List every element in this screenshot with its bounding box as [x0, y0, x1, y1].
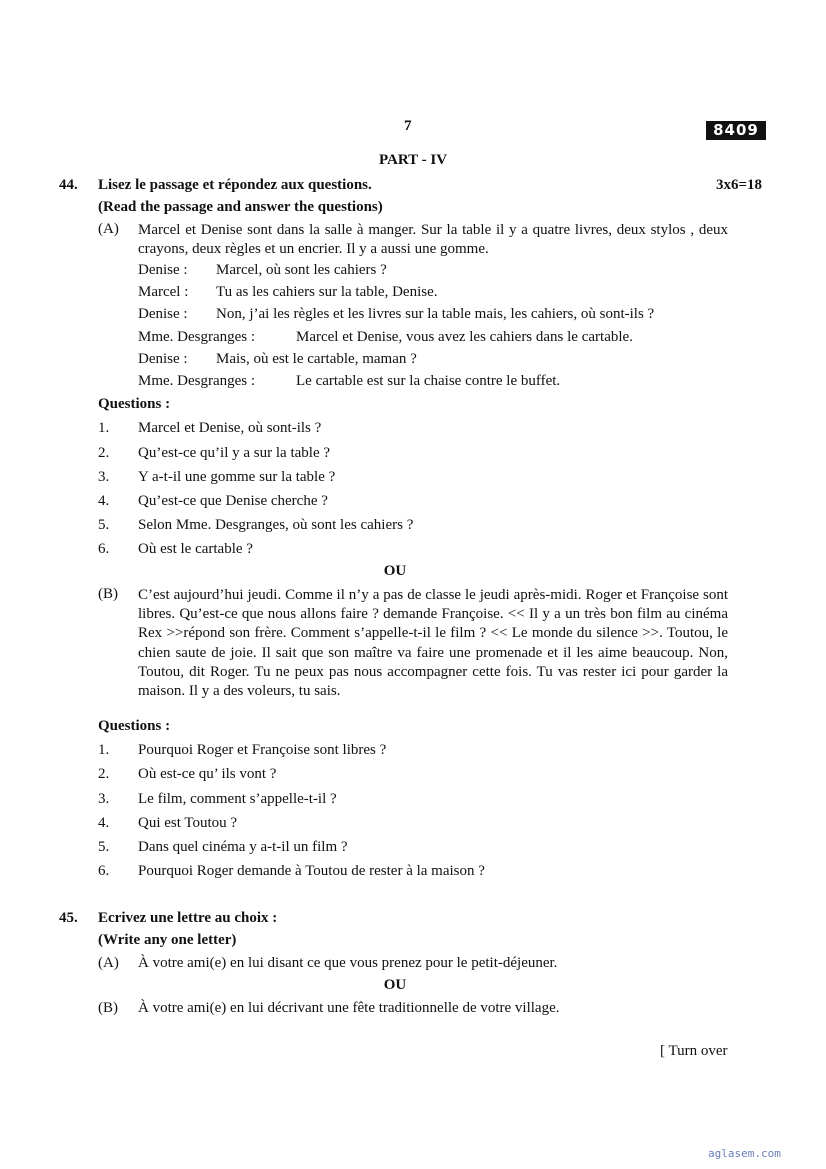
dialogue-line: Tu as les cahiers sur la table, Denise.: [216, 284, 438, 300]
dialogue-line: Non, j’ai les règles et les livres sur la table mais, les cahiers, où sont-ils ?: [216, 306, 655, 322]
or-separator: OU: [383, 977, 407, 993]
question-item-number: 5.: [98, 517, 110, 533]
question-item-number: 2.: [98, 766, 110, 782]
question-item: Qui est Toutou ?: [138, 815, 238, 831]
letter-option-b: À votre ami(e) en lui décrivant une fête traditionnelle de votre village.: [138, 1000, 560, 1016]
option-label: (B): [98, 586, 118, 602]
question-item: Selon Mme. Desgranges, où sont les cahiers ?: [138, 517, 414, 533]
dialogue-line: Le cartable est sur la chaise contre le buffet.: [296, 373, 561, 389]
marks: 3x6=18: [716, 177, 763, 193]
question-item: Marcel et Denise, où sont-ils ?: [138, 420, 322, 436]
question-item-number: 5.: [98, 839, 110, 855]
watermark: aglasem.com: [708, 1147, 781, 1160]
dialogue-line: Mais, où est le cartable, maman ?: [216, 351, 417, 367]
dialogue-speaker: Denise :: [138, 306, 188, 322]
question-item-number: 6.: [98, 863, 110, 879]
dialogue-line: Marcel, où sont les cahiers ?: [216, 262, 387, 278]
question-number: 45.: [59, 910, 78, 926]
question-item-number: 1.: [98, 420, 110, 436]
dialogue-speaker: Mme. Desgranges :: [138, 373, 256, 389]
questions-label: Questions :: [98, 718, 171, 734]
question-item: Dans quel cinéma y a-t-il un film ?: [138, 839, 348, 855]
question-item: Qu’est-ce qu’il y a sur la table ?: [138, 445, 331, 461]
questions-label: Questions :: [98, 396, 171, 412]
option-label: (A): [98, 221, 119, 237]
turn-over: [ Turn over: [660, 1043, 728, 1059]
option-label: (B): [98, 1000, 118, 1016]
option-label: (A): [98, 955, 119, 971]
part-heading: PART - IV: [378, 152, 448, 168]
question-item-number: 6.: [98, 541, 110, 557]
question-item-number: 1.: [98, 742, 110, 758]
question-item: Où est-ce qu’ ils vont ?: [138, 766, 277, 782]
passage-a: Marcel et Denise sont dans la salle à manger. Sur la table il y a quatre livres, deux stylos , deux crayons, deux règles et un encrier. Il y a aussi une gomme.: [138, 222, 728, 258]
question-subtitle: (Read the passage and answer the questions): [98, 199, 383, 215]
question-title: Ecrivez une lettre au choix :: [98, 910, 278, 926]
question-number: 44.: [59, 177, 78, 193]
question-item-number: 3.: [98, 469, 110, 485]
dialogue-speaker: Marcel :: [138, 284, 189, 300]
question-item: Où est le cartable ?: [138, 541, 253, 557]
question-subtitle: (Write any one letter): [98, 932, 237, 948]
question-item-number: 3.: [98, 791, 110, 807]
question-item: Y a-t-il une gomme sur la table ?: [138, 469, 336, 485]
question-item: Pourquoi Roger et Françoise sont libres ?: [138, 742, 387, 758]
letter-option-a: À votre ami(e) en lui disant ce que vous prenez pour le petit-déjeuner.: [138, 955, 558, 971]
paper-code-badge: 8409: [706, 121, 766, 140]
dialogue-line: Marcel et Denise, vous avez les cahiers dans le cartable.: [296, 329, 633, 345]
question-item-number: 4.: [98, 815, 110, 831]
or-separator: OU: [383, 563, 407, 579]
question-item: Pourquoi Roger demande à Toutou de rester à la maison ?: [138, 863, 485, 879]
question-item: Le film, comment s’appelle-t-il ?: [138, 791, 337, 807]
dialogue-speaker: Denise :: [138, 351, 188, 367]
question-item-number: 4.: [98, 493, 110, 509]
question-item: Qu’est-ce que Denise cherche ?: [138, 493, 328, 509]
question-title: Lisez le passage et répondez aux questions.: [98, 177, 372, 193]
dialogue-speaker: Denise :: [138, 262, 188, 278]
question-item-number: 2.: [98, 445, 110, 461]
passage-b: C’est aujourd’hui jeudi. Comme il n’y a pas de classe le jeudi après-midi. Roger et Françoise sont libres. Qu’est-ce que nous allons faire ? demande Françoise. << Il y a un très bon film au cinéma Rex >>répond son frère. Comment s’appelle-t-il le film ? << Le monde du silence >>. Toutou, le chien saute de joie. Il sait que son maître va faire une promenade et il les aime beaucoup. Non, Toutou, dit Roger. Tu ne peux pas nous accompagner cette fois. Tu vas rester ici pour garder la maison. Il y a des voleurs, tu sais.: [138, 587, 728, 700]
page-number: 7: [404, 118, 412, 134]
dialogue-speaker: Mme. Desgranges :: [138, 329, 256, 345]
